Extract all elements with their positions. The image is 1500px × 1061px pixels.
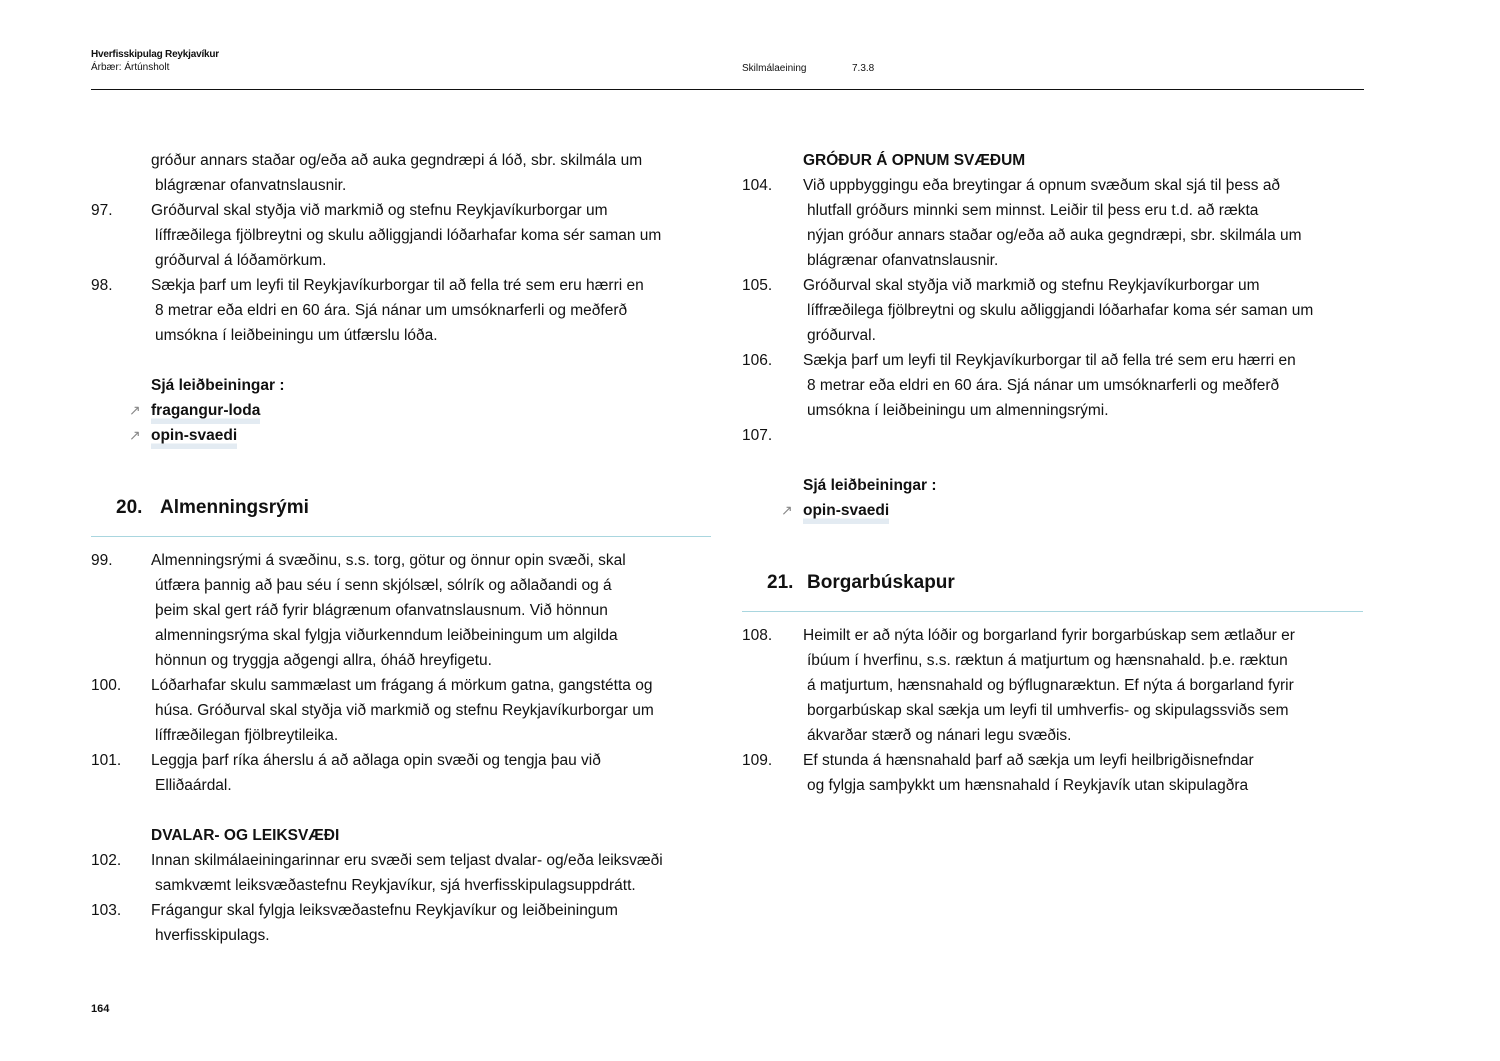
chapter-heading [116, 497, 616, 522]
text-line [91, 548, 721, 573]
text-line [91, 323, 721, 348]
subheading: GRÓÐUR Á OPNUM SVÆÐUM [803, 152, 1026, 169]
text-line [91, 673, 721, 698]
text-line [91, 848, 721, 873]
item-text: gróðurval á lóðamörkum. [155, 252, 327, 269]
item-text: blágrænar ofanvatnslausnir. [807, 252, 999, 269]
item-number: 102. [91, 852, 122, 869]
heading-divider [742, 611, 1363, 612]
see-also-label: Sjá leiðbeiningar : [151, 377, 285, 394]
text-line [742, 273, 1372, 298]
text-line [742, 773, 1372, 798]
item-number: 100. [91, 677, 122, 694]
text-line [91, 273, 721, 298]
text-line [91, 248, 721, 273]
item-text: þeim skal gert ráð fyrir blágrænum ofanvatnslausnum. Við hönnun [155, 602, 608, 619]
text-line [742, 198, 1372, 223]
item-text: gróðurval. [807, 327, 876, 344]
item-text: Ef stunda á hænsnahald þarf að sækja um leyfi heilbrigðisnefndar [803, 752, 1254, 769]
item-number: 97. [91, 202, 113, 219]
document-title: Hverfisskipulag Reykjavíkur [91, 49, 219, 60]
item-number: 98. [91, 277, 113, 294]
item-text: blágrænar ofanvatnslausnir. [155, 177, 347, 194]
item-text: Lóðarhafar skulu sammælast um frágang á mörkum gatna, gangstétta og [151, 677, 653, 694]
item-text: 8 metrar eða eldri en 60 ára. Sjá nánar um umsóknarferli og meðferð [155, 302, 628, 319]
text-line [742, 373, 1372, 398]
chapter-title: Borgarbúskapur [807, 572, 955, 593]
item-number: 107. [742, 427, 773, 444]
section-label: Skilmálaeining [742, 63, 807, 74]
item-number: 99. [91, 552, 113, 569]
guideline-link[interactable]: opin-svaedi [803, 498, 889, 524]
text-line [742, 248, 1372, 273]
section-block [91, 548, 721, 948]
text-line [91, 173, 721, 198]
text-line [91, 723, 721, 748]
text-line [742, 623, 1372, 648]
external-link-icon: ↗ [129, 402, 141, 418]
item-text: hönnun og tryggja aðgengi allra, óháð hreyfigetu. [155, 652, 492, 669]
header-divider [91, 89, 1364, 90]
chapter-title: Almenningsrými [160, 497, 309, 518]
item-number: 104. [742, 177, 773, 194]
text-line [742, 748, 1372, 773]
item-text: 8 metrar eða eldri en 60 ára. Sjá nánar um umsóknarferli og meðferð [807, 377, 1280, 394]
item-text: líffræðilega fjölbreytni og skulu aðliggjandi lóðarhafar koma sér saman um [807, 302, 1314, 319]
item-text: gróður annars staðar og/eða að auka gegndræpi á lóð, sbr. skilmála um [151, 152, 643, 169]
item-text: Frágangur skal fylgja leiksvæðastefnu Reykjavíkur og leiðbeiningum [151, 902, 618, 919]
item-text: Heimilt er að nýta lóðir og borgarland fyrir borgarbúskap sem ætlaður er [803, 627, 1295, 644]
text-line [742, 323, 1372, 348]
text-line [91, 923, 721, 948]
text-line [91, 898, 721, 923]
text-line [742, 648, 1372, 673]
text-line [742, 223, 1372, 248]
item-text: á matjurtum, hænsnahald og býflugnaræktun. Ef nýta á borgarland fyrir [807, 677, 1294, 694]
item-text: líffræðilegan fjölbreytileika. [155, 727, 339, 744]
section-block [742, 148, 1372, 523]
text-line [91, 598, 721, 623]
item-text: Innan skilmálaeiningarinnar eru svæði sem teljast dvalar- og/eða leiksvæði [151, 852, 663, 869]
text-line [91, 223, 721, 248]
text-line [91, 373, 721, 398]
guideline-link[interactable]: fragangur-loda [151, 398, 260, 424]
item-text: almenningsrýma skal fylgja viðurkenndum leiðbeiningum um algilda [155, 627, 618, 644]
text-line [742, 148, 1372, 173]
text-line [742, 498, 1372, 523]
text-line [742, 173, 1372, 198]
text-line [91, 873, 721, 898]
item-text: Við uppbyggingu eða breytingar á opnum svæðum skal sjá til þess að [803, 177, 1281, 194]
text-line [742, 298, 1372, 323]
item-text: umsókna í leiðbeiningu um almenningsrými. [807, 402, 1109, 419]
item-text: Gróðurval skal styðja við markmið og stefnu Reykjavíkurborgar um [803, 277, 1260, 294]
text-line [91, 623, 721, 648]
text-line [91, 298, 721, 323]
text-line [91, 773, 721, 798]
item-text: samkvæmt leiksvæðastefnu Reykjavíkur, sjá hverfisskipulagsuppdrátt. [155, 877, 636, 894]
item-text: ákvarðar stærð og nánari legu svæðis. [807, 727, 1072, 744]
section-block [91, 148, 721, 448]
item-text: hlutfall gróðurs minnki sem minnst. Leiðir til þess eru t.d. að rækta [807, 202, 1259, 219]
item-text: Almenningsrými á svæðinu, s.s. torg, götur og önnur opin svæði, skal [151, 552, 626, 569]
item-text: líffræðilega fjölbreytni og skulu aðliggjandi lóðarhafar koma sér saman um [155, 227, 662, 244]
item-text: íbúum í hverfinu, s.s. ræktun á matjurtum og hænsnahald. þ.e. ræktun [807, 652, 1288, 669]
item-number: 106. [742, 352, 773, 369]
guideline-link[interactable]: opin-svaedi [151, 423, 237, 449]
text-line [742, 473, 1372, 498]
section-block [742, 623, 1372, 798]
chapter-number: 20. [116, 497, 143, 518]
text-line [91, 423, 721, 448]
item-text: Sækja þarf um leyfi til Reykjavíkurborgar til að fella tré sem eru hærri en [151, 277, 644, 294]
text-line [91, 823, 721, 848]
subheading: DVALAR- OG LEIKSVÆÐI [151, 827, 340, 844]
text-line [742, 448, 1372, 473]
text-line [91, 748, 721, 773]
text-line [742, 348, 1372, 373]
text-line [742, 698, 1372, 723]
text-line [91, 198, 721, 223]
item-text: húsa. Gróðurval skal styðja við markmið og stefnu Reykjavíkurborgar um [155, 702, 654, 719]
text-line [91, 348, 721, 373]
item-text: borgarbúskap skal sækja um leyfi til umhverfis- og skipulagssviðs sem [807, 702, 1289, 719]
text-line [91, 398, 721, 423]
item-number: 109. [742, 752, 773, 769]
item-number: 103. [91, 902, 122, 919]
text-line [742, 423, 1372, 448]
text-line [742, 673, 1372, 698]
document-subtitle: Árbær: Ártúnsholt [91, 62, 170, 73]
item-text: útfæra þannig að þau séu í senn skjólsæl, sólrík og aðlaðandi og á [155, 577, 612, 594]
page-number: 164 [91, 1003, 110, 1015]
item-number: 101. [91, 752, 122, 769]
text-line [91, 698, 721, 723]
text-line [742, 398, 1372, 423]
text-line [91, 148, 721, 173]
item-text: Elliðaárdal. [155, 777, 232, 794]
text-line [91, 573, 721, 598]
item-text: Gróðurval skal styðja við markmið og stefnu Reykjavíkurborgar um [151, 202, 608, 219]
external-link-icon: ↗ [129, 427, 141, 443]
see-also-label: Sjá leiðbeiningar : [803, 477, 937, 494]
item-number: 108. [742, 627, 773, 644]
text-line [91, 648, 721, 673]
item-text: og fylgja samþykkt um hænsnahald í Reykjavík utan skipulagðra [807, 777, 1249, 794]
item-number: 105. [742, 277, 773, 294]
text-line [742, 723, 1372, 748]
chapter-number: 21. [767, 572, 794, 593]
text-line [91, 798, 721, 823]
item-text: nýjan gróður annars staðar og/eða að auka gegndræpi, sbr. skilmála um [807, 227, 1302, 244]
section-code: 7.3.8 [852, 63, 875, 74]
heading-divider [91, 536, 711, 537]
external-link-icon: ↗ [781, 502, 793, 518]
item-text: Sækja þarf um leyfi til Reykjavíkurborgar til að fella tré sem eru hærri en [803, 352, 1296, 369]
item-text: hverfisskipulags. [155, 927, 270, 944]
item-text: Leggja þarf ríka áherslu á að aðlaga opin svæði og tengja þau við [151, 752, 601, 769]
chapter-heading [767, 572, 1267, 597]
item-text: umsókna í leiðbeiningu um útfærslu lóða. [155, 327, 438, 344]
